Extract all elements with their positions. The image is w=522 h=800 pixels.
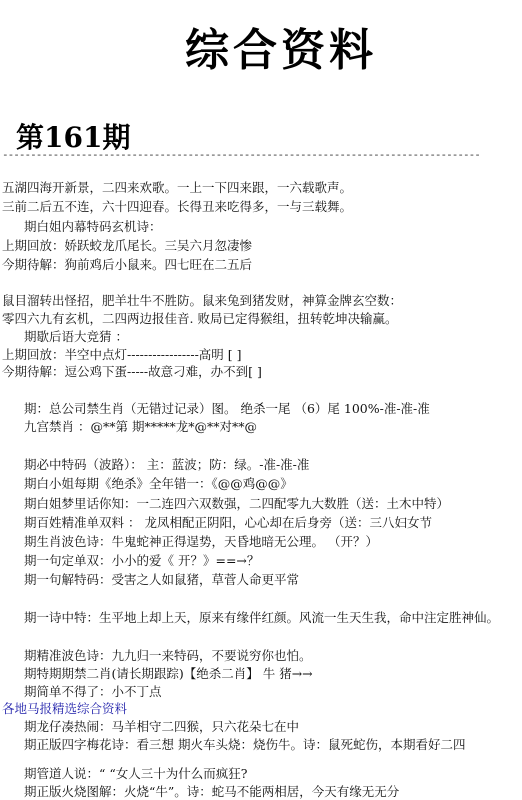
text-line: 期正版四字梅花诗：看三想 期火车头烧：烧伤牛。诗：鼠死蛇伤，本期看好二四 [24,737,466,752]
text-line: 期一句定单双：小小的爱《 开？》==→？ [24,553,260,568]
text-line: 期百姓精准单双料 ： 龙凤相配正阴阳，心心却在后身旁（送：三八妇女节 [24,515,432,530]
text-line: 期正版火烧图解：火烧“牛”。诗：蛇马不能两相居，今天有缘无无分 [24,784,400,799]
text-line: 期歇后语大竞猜 ： [24,329,128,344]
text-line: 期一诗中特：生平地上却上天，原来有缘伴红颜。风流一生天生我，命中注定胜神仙。 [24,610,500,625]
text-line: 期：总公司禁生肖（无错过记录）图。 绝杀一尾 （6）尾 100%-准-准-准 [24,401,430,416]
text-line: 期一句解特码：受害之人如鼠猪，草菅人命更平常 [24,572,300,587]
text-line: 期管道人说：“ “女人三十为什么而疯狂? [24,766,248,781]
text-line: 上期回放：娇跃蛟龙爪尾长。三吴六月忽凄惨 [2,238,253,253]
separator-line: ------------------------------------------------------------------------------------- [2,148,480,161]
page-title: 综合资料 [185,25,377,76]
text-line: 今期待解：狗前鸡后小鼠来。四七旺在二五后 [2,257,253,272]
section-heading-link[interactable]: 各地马报精选综合资料 [2,701,128,716]
text-line: 今期待解：逗公鸡下蛋-----故意刁难，办不到[ ] [2,364,262,379]
text-line: 期白姐内幕特码玄机诗： [24,219,162,234]
text-line: 期精准波色诗：九九归一来特码，不要说穷你也怕。 [24,648,312,663]
text-line: 五湖四海开新景，二四来欢歌。一上一下四来跟，一六载歌声。 [2,180,353,195]
text-line: 期必中特码（波路）： 主：蓝波；防：绿。-准-准-准 [24,457,310,472]
text-line: 零四六九有玄机，二四两边报佳音. 败局已定得猴组，扭转乾坤决输赢。 [2,311,398,326]
text-line: 鼠目溜转出怪招，肥羊壮牛不胜防。鼠来兔到猪发财，神算金牌玄空数： [2,293,403,308]
text-line: 期特期期禁二肖(请长期跟踪)【绝杀二肖】 牛 猪→→ [24,666,313,681]
text-line: 期简单不得了：小不丁点 [24,684,162,699]
issue-number: 第161期 [16,121,131,154]
text-line: 期白姐梦里话你知：一二连四六双数强，二四配零九大数胜（送：土木中特） [24,496,450,511]
text-line: 三前二后五不连，六十四迎春。长得丑来吃得多，一与三载舞。 [2,199,353,214]
text-line: 上期回放：半空中点灯-----------------高明 [ ] [2,347,242,362]
text-line: 期白小姐每期《绝杀》全年错一：《@@鸡@@》 [24,476,293,491]
text-line: 九宫禁肖 ：@**第 期*****龙*@**对**@ [24,419,257,434]
text-line: 期龙仔凑热闹：马羊相守二四猴，只六花朵七在中 [24,719,300,734]
text-line: 期生肖波色诗：牛鬼蛇神正得逞势，天昏地暗无公理。 （开？） [24,534,378,549]
